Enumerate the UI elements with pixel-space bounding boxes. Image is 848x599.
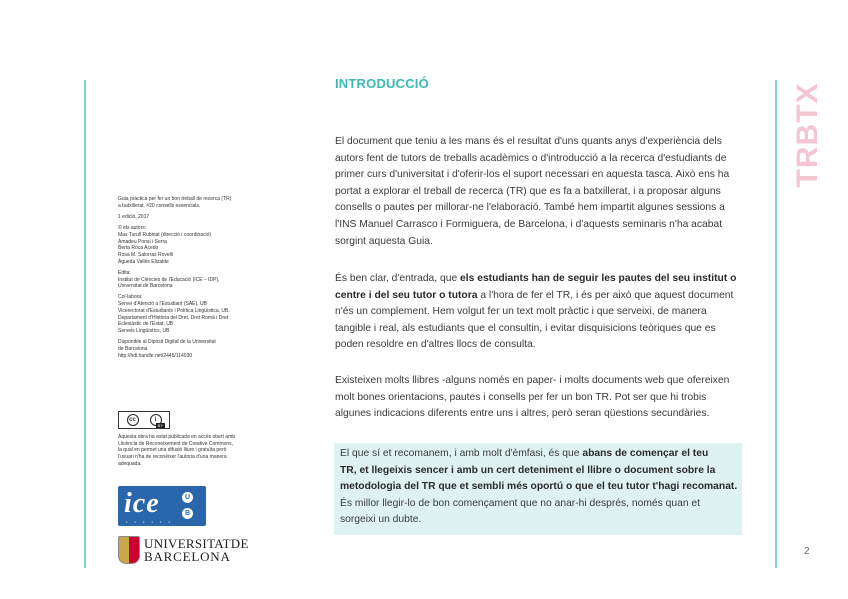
side-tag: TRBTX bbox=[791, 82, 824, 188]
page-number: 2 bbox=[804, 546, 810, 557]
university-logo: UNIVERSITATDE BARCELONA bbox=[118, 535, 238, 565]
intro-paragraph-2: És ben clar, d'entrada, que els estudiants han de seguir les pautes del seu institut o centre i del seu tutor o tutora a l'hora de fer el TR, i és per això que aquest document n'és un complement. Hem volgut fer un text molt pràctic i que serveixi, de manera tangible i real, als estudiants que el consultin, i evitar disquisicions teòriques que es poden resoldre en d'altres llocs de consulta. bbox=[335, 273, 737, 351]
by-label: BY bbox=[157, 423, 163, 428]
creative-commons-badge[interactable] bbox=[118, 411, 170, 429]
recommendation-callout bbox=[334, 443, 742, 535]
callout-text: El que sí et recomanem, i amb molt d'èmfasi, és que abans de començar el teu TR, et llegeixis sencer i amb un cert deteniment el llibre o document sobre la metodologia del TR que et sembli més oportú o que el teu tutor t'hagi recomanat. És millor llegir-lo de bon començament que no anar-hi després, només quan et sorgeixi un dubte. bbox=[340, 448, 738, 526]
publisher: Edita: Institut de Ciències de l'Educació (ICE – IDP), Universitat de Barcelona bbox=[118, 269, 220, 290]
ice-logo-u: U bbox=[182, 492, 193, 503]
repository-link[interactable]: http://hdl.handle.net/2445/114030 bbox=[118, 352, 193, 359]
section-heading: INTRODUCCIÓ bbox=[335, 76, 429, 91]
guide-title: Guia pràctica per fer un bon treball de recerca (TR) a batxillerat. #20 consells essencials. bbox=[118, 196, 232, 209]
right-margin-rule bbox=[775, 80, 777, 568]
colophon bbox=[118, 196, 288, 364]
cc-icon: cc bbox=[127, 414, 139, 426]
left-margin-rule bbox=[84, 80, 86, 568]
repository: Disponible al Dipòsit Digital de la Universitat de Barcelona http://hdl.handle.net/2445/114030 bbox=[118, 339, 288, 359]
ice-logo-b: B bbox=[182, 508, 193, 519]
intro-paragraph-1: El document que teniu a les mans és el resultat d'uns quants anys d'experiència dels autors fent de tutors de treballs acadèmics o d'introducció a la recerca d'estudiants de primer curs d'universitat i d'oferir-los el suport necessari en aquesta tasca. Això ens ha portat a explorar el treball de recerca (TR) que es fa a batxillerat, i a proposar alguns consells o pautes per millorar-ne l'elaboració. També hem impartit algunes sessions a l'INS Manuel Carrasco i Formiguera, de Barcelona, i d'aquests seminaris n'ha acabat sorgint aquesta Guia. bbox=[335, 136, 730, 247]
authors: © els autors: Mas Turull Rubinat (direcció i coordinació) Amadeu Ponsí i Serra Berta Roca Acedo Rosa M. Salorras Rovelli Àgueda Vallès Elizalde bbox=[118, 225, 212, 265]
intro-paragraph-3: Existeixen molts llibres -alguns només en paper- i molts documents web que ofereixen molt bones orientacions, pautes i consells per fer un bon TR. Pot ser que hi trobis algunes indicacions diferents entre uns i altres, però seran qüestions secundàries. bbox=[335, 375, 730, 420]
ice-logo: ice U B • • • • • • bbox=[118, 486, 206, 526]
license-text: Aquesta obra ha estat publicada en accés obert amb Llicència de Reconeixement de Creative Commons, la qual en permet una difusió lliure i gratuïta però l'usuari n'ha de reconèixer l'autoria d'una manera adequada. bbox=[118, 434, 236, 467]
edition: 1 edició, 2017 bbox=[118, 213, 150, 220]
collaborators: Col·labora: Servei d'Atenció a l'Estudiant (SAE), UB Vicerectorat d'Estudiants i Política Lingüística, UB. Departament d'Història del Dret, Dret Romà i Dret Eclesiàstic de l'Estat, UB Serveis Lingüístics, UB bbox=[118, 294, 230, 334]
attribution-icon: i bbox=[150, 414, 162, 426]
university-crest-icon bbox=[118, 536, 140, 564]
